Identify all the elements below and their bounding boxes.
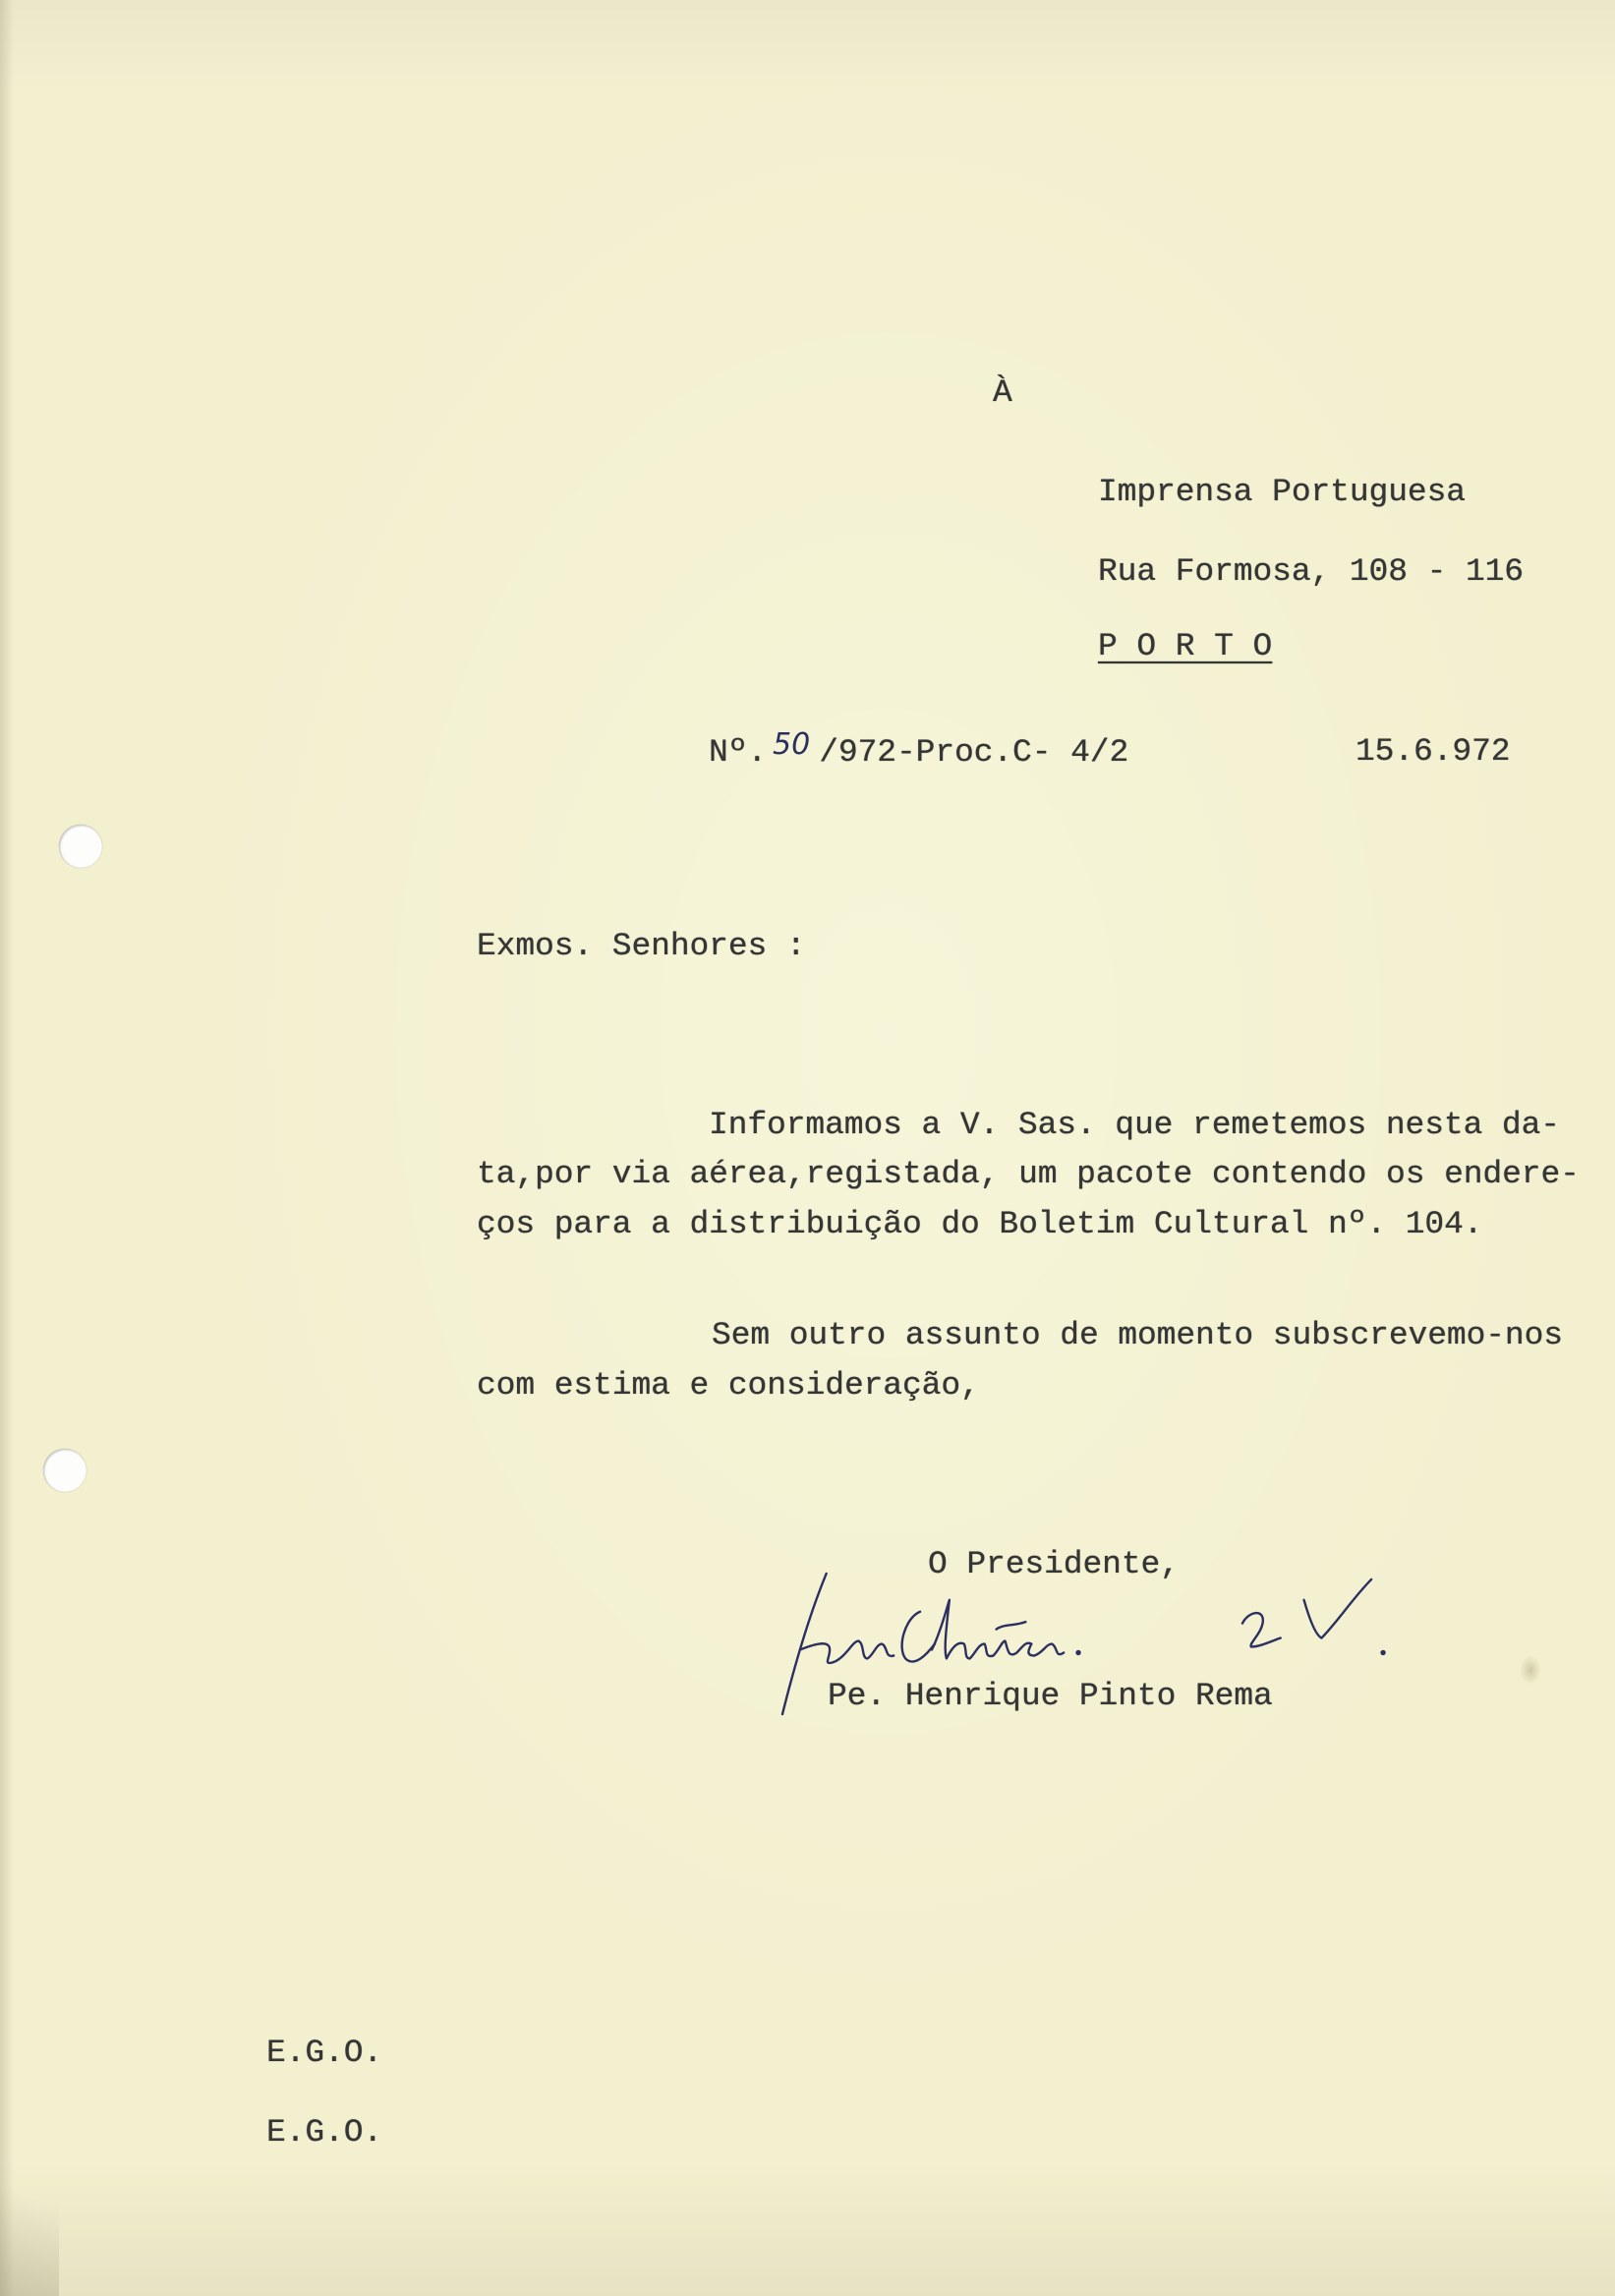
reference-prefix: Nº. <box>709 734 768 771</box>
closing-title: O Presidente, <box>928 1546 1180 1582</box>
paper-corner-shadow <box>0 2158 59 2296</box>
salutation-prefix: À <box>993 374 1012 411</box>
recipient-street: Rua Formosa, 108 - 116 <box>1098 553 1524 590</box>
paper-edge-shadow <box>0 0 14 2296</box>
reference-handwritten-number: 50 <box>773 727 811 762</box>
greeting: Exmos. Senhores : <box>477 928 806 964</box>
body-line: com estima e consideração, <box>477 1367 980 1404</box>
recipient-city: P O R T O <box>1098 628 1273 664</box>
body-line: ços para a distribuição do Boletim Cultural nº. 104. <box>477 1206 1483 1242</box>
body-line: ta,por via aérea,registada, um pacote contendo os endere- <box>477 1156 1580 1192</box>
punch-hole-bottom <box>43 1449 87 1492</box>
paper-stain <box>1520 1655 1541 1685</box>
copy-recipient: E.G.O. <box>266 2114 383 2151</box>
signatory-name: Pe. Henrique Pinto Rema <box>828 1678 1273 1714</box>
copy-recipient: E.G.O. <box>266 2035 383 2071</box>
recipient-name: Imprensa Portuguesa <box>1098 474 1466 510</box>
body-line: Informamos a V. Sas. que remetemos nesta da- <box>709 1107 1560 1143</box>
reference-suffix: /972-Proc.C- 4/2 <box>819 734 1129 771</box>
letter-date: 15.6.972 <box>1355 733 1511 770</box>
body-line: Sem outro assunto de momento subscrevemo-nos <box>712 1317 1563 1353</box>
punch-hole-top <box>59 825 102 868</box>
reference-number <box>709 727 1129 773</box>
